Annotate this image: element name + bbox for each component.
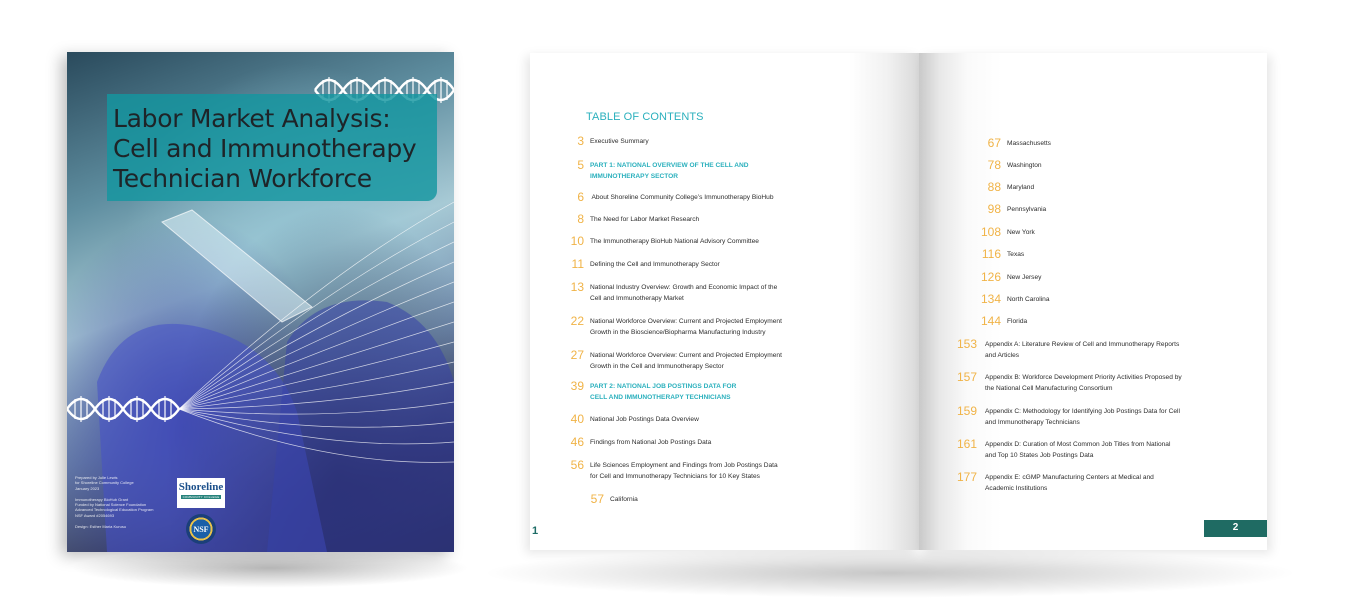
toc-page-number: 40 bbox=[570, 412, 584, 426]
toc-page-number: 157 bbox=[956, 370, 977, 384]
toc-title-line: Maryland bbox=[1007, 184, 1035, 191]
toc-title-line: Defining the Cell and Immunotherapy Sector bbox=[590, 261, 720, 268]
toc-title-line: Executive Summary bbox=[590, 138, 649, 145]
toc-entry-title bbox=[985, 472, 1215, 494]
toc-page-number: 22 bbox=[570, 314, 584, 328]
toc-entry-title bbox=[1007, 138, 1237, 149]
toc-title-line: National Job Postings Data Overview bbox=[590, 416, 699, 423]
toc-title-line: PART 1: NATIONAL OVERVIEW OF THE CELL AND bbox=[590, 162, 749, 169]
nsf-seal-text: NSF bbox=[193, 525, 209, 534]
toc-entry-title bbox=[590, 460, 820, 482]
toc-page-number: 13 bbox=[570, 280, 584, 294]
toc-page-number: 46 bbox=[570, 435, 584, 449]
toc-page-number: 116 bbox=[981, 247, 1001, 261]
toc-page-number: 134 bbox=[980, 292, 1001, 306]
credit-line: NSF Award #2054693 bbox=[75, 512, 115, 518]
logo-subtitle: COMMUNITY COLLEGE bbox=[182, 495, 220, 499]
toc-entry-title bbox=[590, 282, 820, 304]
toc-title-line: Florida bbox=[1007, 318, 1028, 325]
toc-title-line: CELL AND IMMUNOTHERAPY TECHNICIANS bbox=[590, 394, 731, 401]
toc-title-line: Cell and Immunotherapy Market bbox=[590, 295, 684, 302]
toc-title-line: North Carolina bbox=[1007, 296, 1050, 303]
toc-entry-title bbox=[590, 236, 820, 247]
toc-page-number: 153 bbox=[956, 337, 977, 351]
toc-entry-title bbox=[590, 437, 820, 448]
glove-shape bbox=[267, 300, 454, 552]
cover-shadow bbox=[70, 548, 470, 588]
toc-title-line: Growth in the Bioscience/Biopharma Manufacturing Industry bbox=[590, 329, 766, 336]
shoreline-logo bbox=[177, 478, 225, 508]
toc-page-number: 6 bbox=[577, 190, 584, 204]
toc-entry-title bbox=[590, 316, 820, 338]
page-number-tab: 2 bbox=[1204, 520, 1267, 537]
booklet-shadow bbox=[480, 548, 1300, 598]
toc-page-number: 56 bbox=[570, 458, 584, 472]
toc-page-number: 144 bbox=[980, 314, 1001, 328]
toc-entry-title bbox=[1007, 249, 1237, 260]
toc-page-left bbox=[530, 53, 919, 550]
toc-entry-title bbox=[590, 214, 820, 225]
toc-entry-title bbox=[590, 350, 820, 372]
toc-page-number: 39 bbox=[570, 379, 584, 393]
toc-title-line: Academic Institutions bbox=[985, 485, 1048, 492]
toc-title-line: Appendix E: cGMP Manufacturing Centers at Medical and bbox=[985, 474, 1154, 481]
toc-title-line: New York bbox=[1007, 229, 1035, 236]
cover-title-line: Technician Workforce bbox=[113, 164, 372, 193]
toc-title-line: and Top 10 States Job Postings Data bbox=[985, 452, 1094, 459]
toc-title-line: the National Cell Manufacturing Consortium bbox=[985, 385, 1113, 392]
toc-entry-title bbox=[1007, 316, 1237, 327]
toc-page-number: 27 bbox=[570, 348, 584, 362]
toc-page-number: 159 bbox=[956, 404, 977, 418]
glass-slide bbox=[162, 210, 312, 322]
toc-entry-title bbox=[1007, 182, 1237, 193]
toc-page-number: 98 bbox=[987, 202, 1001, 216]
toc-page-number: 8 bbox=[577, 212, 584, 226]
toc-part-title bbox=[590, 160, 820, 182]
credit-line: Immunotherapy BioHub Grant bbox=[75, 496, 129, 502]
cover-title-line: Labor Market Analysis: bbox=[113, 104, 391, 133]
toc-page-number: 108 bbox=[980, 225, 1001, 239]
toc-title-line: Appendix D: Curation of Most Common Job Titles from National bbox=[985, 441, 1171, 448]
toc-title-line: PART 2: NATIONAL JOB POSTINGS DATA FOR bbox=[590, 383, 737, 390]
toc-entry-title bbox=[1007, 204, 1237, 215]
toc-page-number: 177 bbox=[956, 470, 977, 484]
toc-title-line: Washington bbox=[1007, 162, 1042, 169]
toc-title-line: Massachusetts bbox=[1007, 140, 1051, 147]
toc-title-line: National Workforce Overview: Current and Projected Employment bbox=[590, 318, 782, 325]
nsf-seal-graphic bbox=[186, 514, 216, 544]
toc-entry-title bbox=[985, 406, 1215, 428]
toc-entry-title bbox=[1007, 160, 1237, 171]
toc-title-line: Life Sciences Employment and Findings from Job Postings Data bbox=[590, 462, 778, 469]
credit-line: Design: Esther Maria Kurusu bbox=[75, 523, 127, 529]
cover-title-line: Cell and Immunotherapy bbox=[113, 134, 417, 163]
toc-title-line: Appendix A: Literature Review of Cell and Immunotherapy Reports bbox=[985, 341, 1180, 348]
credit-line: Prepared by Julie Lewis bbox=[75, 475, 118, 480]
toc-entry-title bbox=[1007, 294, 1237, 305]
toc-page-number: 5 bbox=[577, 158, 584, 172]
cover-credits bbox=[75, 475, 175, 529]
toc-entry-title bbox=[985, 439, 1215, 461]
toc-entry-title bbox=[590, 259, 820, 270]
toc-title-line: New Jersey bbox=[1007, 274, 1042, 281]
toc-heading: TABLE OF CONTENTS bbox=[586, 111, 704, 123]
toc-title-line: Texas bbox=[1007, 251, 1025, 258]
toc-title-line: Appendix C: Methodology for Identifying Job Postings Data for Cell bbox=[985, 408, 1180, 415]
toc-title-line: and Articles bbox=[985, 352, 1020, 359]
cover-title-banner bbox=[107, 94, 437, 201]
toc-title-line: Appendix B: Workforce Development Priority Activities Proposed by bbox=[985, 374, 1182, 381]
toc-entry-title bbox=[985, 372, 1215, 394]
credit-line: Advanced Technological Education Program bbox=[75, 507, 154, 513]
toc-title-line: and Immunotherapy Technicians bbox=[985, 419, 1080, 426]
toc-entry-title bbox=[590, 414, 820, 425]
toc-title-line: Growth in the Cell and Immunotherapy Sector bbox=[590, 363, 724, 370]
toc-title-line: Pennsylvania bbox=[1007, 206, 1047, 213]
credit-line: January 2023 bbox=[75, 485, 100, 491]
toc-page-number: 88 bbox=[987, 180, 1001, 194]
toc-page-number: 11 bbox=[571, 257, 584, 271]
credit-line: Funded by National Science Foundation bbox=[75, 502, 147, 508]
toc-entry-title bbox=[985, 339, 1215, 361]
toc-page-number: 67 bbox=[987, 136, 1001, 150]
credit-line: for Shoreline Community College bbox=[75, 480, 134, 486]
report-cover bbox=[67, 52, 454, 552]
toc-entry-title bbox=[1007, 227, 1237, 238]
toc-page-number: 57 bbox=[590, 492, 604, 506]
toc-title-line: California bbox=[610, 496, 638, 503]
toc-entry-title bbox=[590, 136, 820, 147]
page-number: 1 bbox=[532, 525, 539, 537]
nsf-seal-icon bbox=[186, 514, 216, 544]
toc-title-line: IMMUNOTHERAPY SECTOR bbox=[590, 173, 679, 180]
toc-title-line: National Industry Overview: Growth and Economic Impact of the bbox=[590, 284, 778, 291]
toc-part-title bbox=[590, 381, 820, 403]
toc-page-number: 10 bbox=[570, 234, 584, 248]
toc-title-line: National Workforce Overview: Current and Projected Employment bbox=[590, 352, 782, 359]
toc-page-number: 78 bbox=[987, 158, 1001, 172]
toc-page-right bbox=[919, 53, 1267, 550]
toc-title-line: About Shoreline Community College’s Immunotherapy BioHub bbox=[590, 194, 774, 201]
toc-title-line: The Need for Labor Market Research bbox=[590, 216, 700, 223]
toc-page-number: 161 bbox=[956, 437, 977, 451]
toc-title-line: The Immunotherapy BioHub National Advisory Committee bbox=[590, 238, 759, 245]
toc-page-number: 3 bbox=[577, 134, 584, 148]
toc-entry-title bbox=[610, 494, 840, 505]
toc-entry-title bbox=[1007, 272, 1237, 283]
logo-wordmark: Shoreline bbox=[178, 481, 224, 493]
toc-entry-title bbox=[590, 192, 820, 203]
toc-title-line: Findings from National Job Postings Data bbox=[590, 439, 712, 446]
toc-title-line: for Cell and Immunotherapy Technicians for 10 Key States bbox=[590, 473, 760, 480]
toc-page-number: 126 bbox=[980, 270, 1001, 284]
